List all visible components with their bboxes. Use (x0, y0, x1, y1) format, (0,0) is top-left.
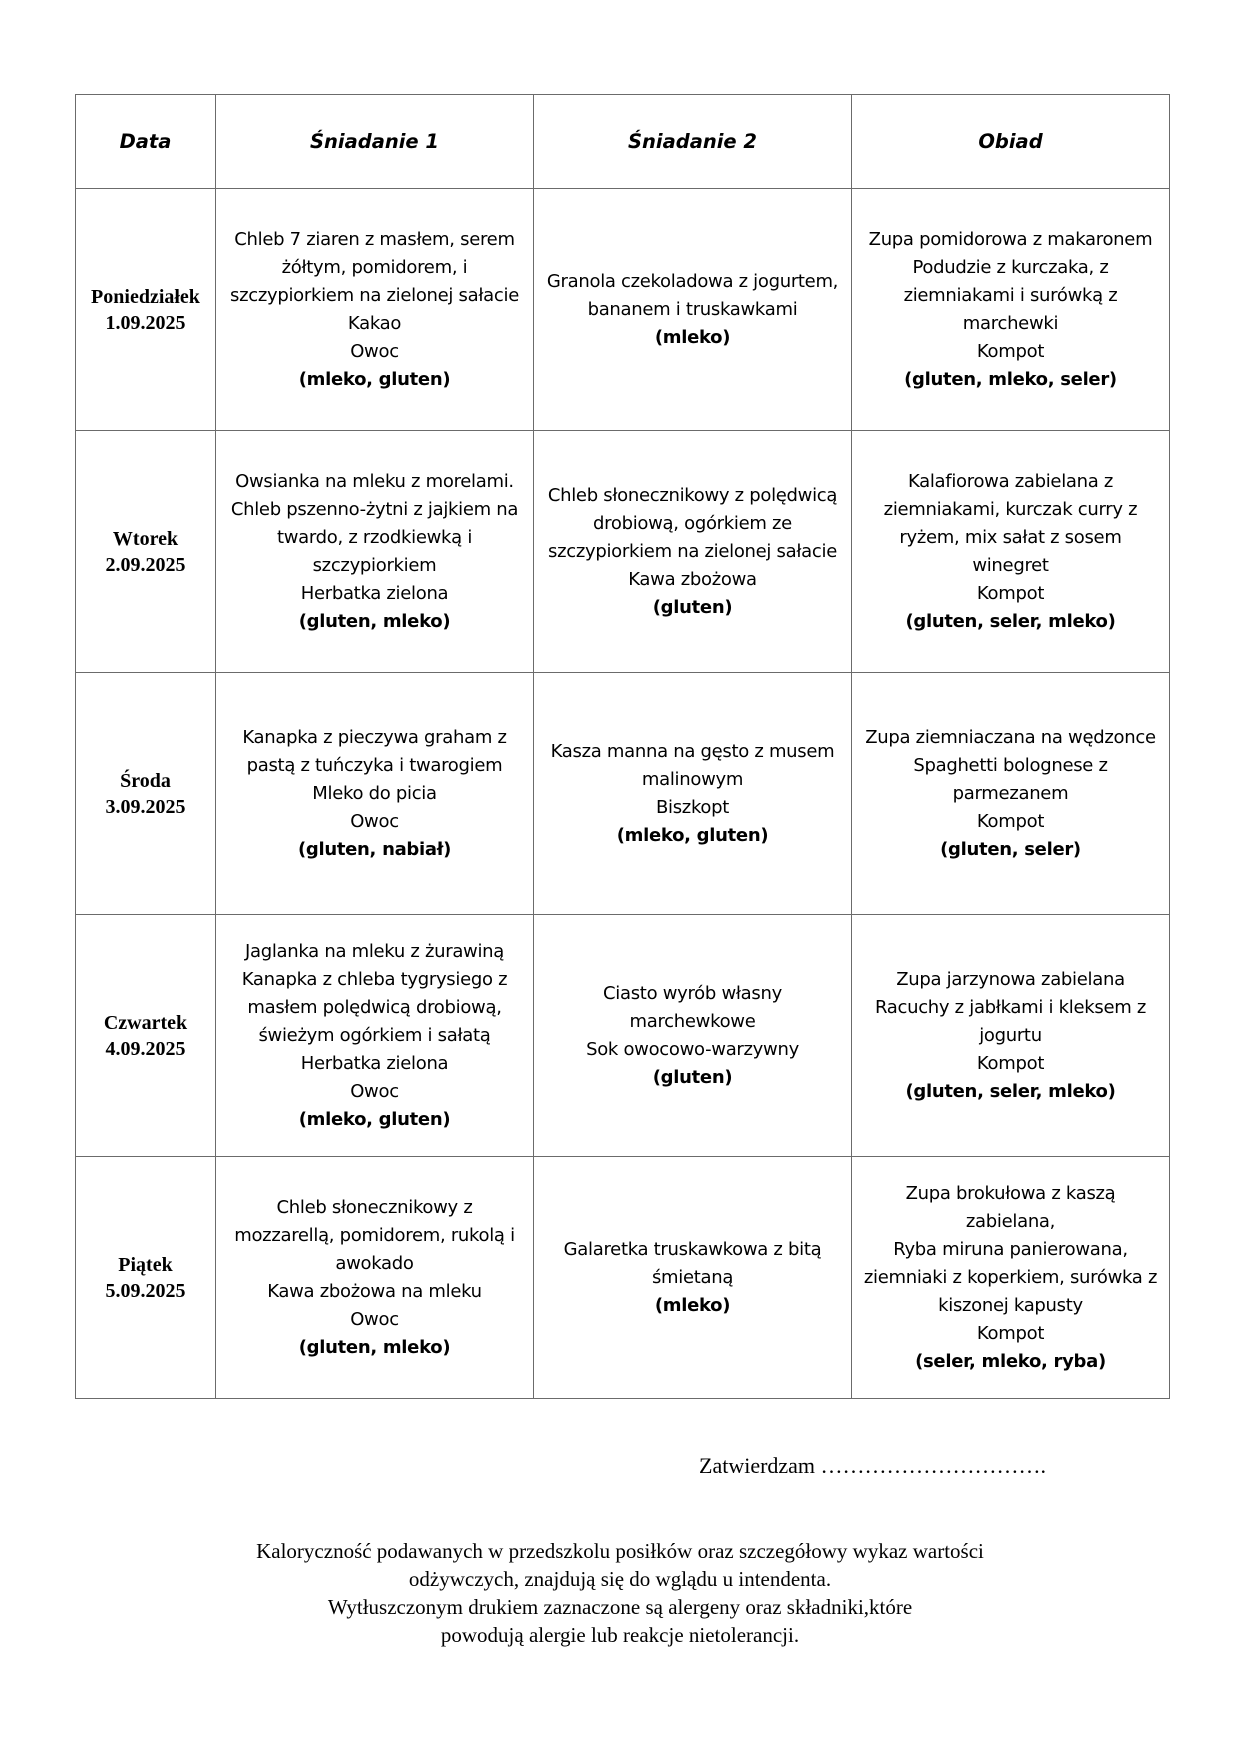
meal-line: Owoc (350, 340, 399, 362)
allergen-list: (gluten, mleko) (298, 610, 451, 632)
meal-line: Kanapka z chleba tygrysiego z (241, 968, 508, 990)
meal-line: winegret (972, 554, 1049, 576)
meal-line: szczypiorkiem na zielonej sałacie (230, 284, 519, 306)
meal-line: Chleb słonecznikowy z polędwicą (547, 484, 838, 506)
breakfast2-cell (534, 431, 852, 673)
breakfast2-cell (534, 1157, 852, 1399)
allergen-list: (gluten, nabiał) (297, 838, 452, 860)
date-cell (76, 431, 216, 673)
meal-line: ziemniaki z koperkiem, surówka z (863, 1266, 1158, 1288)
day-row-friday (76, 1157, 1170, 1399)
day-date: 3.09.2025 (105, 795, 186, 818)
meal-line: Owoc (350, 1308, 399, 1330)
meal-line: Zupa jarzynowa zabielana (896, 968, 1125, 990)
lunch-cell (852, 431, 1170, 673)
meal-line: Ciasto wyrób własny (603, 982, 782, 1004)
meal-line: Jaglanka na mleku z żurawiną (244, 940, 505, 962)
allergen-list: (gluten) (652, 1066, 733, 1088)
allergen-list: (mleko, gluten) (616, 824, 769, 846)
breakfast1-cell (216, 673, 534, 915)
allergen-list: (mleko) (654, 326, 731, 348)
header-breakfast-2: Śniadanie 2 (534, 95, 852, 189)
meal-line: mozzarellą, pomidorem, rukolą i (234, 1224, 515, 1246)
meal-line: Zupa brokułowa z kaszą (905, 1182, 1116, 1204)
meal-line: Chleb pszenno-żytni z jajkiem na (230, 498, 519, 520)
day-date: 1.09.2025 (105, 311, 186, 334)
day-name: Wtorek (112, 527, 179, 550)
breakfast1-cell (216, 189, 534, 431)
meal-line: Kompot (976, 1322, 1045, 1344)
meal-line: marchewki (962, 312, 1059, 334)
footnote-line: Kaloryczność podawanych w przedszkolu posiłków oraz szczegółowy wykaz wartości (256, 1539, 984, 1563)
footnote (160, 1537, 1080, 1649)
meal-line: Owoc (350, 810, 399, 832)
weekly-menu-table (75, 94, 1170, 1399)
allergen-list: (gluten, seler, mleko) (905, 1080, 1116, 1102)
breakfast1-cell (216, 915, 534, 1157)
meal-line: jogurtu (979, 1024, 1042, 1046)
allergen-list: (gluten, seler) (940, 838, 1081, 860)
meal-line: malinowym (641, 768, 744, 790)
meal-line: Kompot (976, 340, 1045, 362)
header-date: Data (76, 95, 216, 189)
allergen-list: (gluten, mleko, seler) (904, 368, 1117, 390)
meal-line: Zupa ziemniaczana na wędzonce (865, 726, 1156, 748)
meal-line: Kakao (347, 312, 402, 334)
meal-line: Kasza manna na gęsto z musem (550, 740, 835, 762)
allergen-list: (gluten, mleko) (298, 1336, 451, 1358)
meal-line: Mleko do picia (312, 782, 437, 804)
meal-line: masłem polędwicą drobiową, (247, 996, 502, 1018)
date-cell (76, 189, 216, 431)
meal-line: Kanapka z pieczywa graham z (242, 726, 507, 748)
meal-line: twardo, z rzodkiewką i (276, 526, 473, 548)
meal-line: Herbatka zielona (300, 582, 449, 604)
approval-line: Zatwierdzam …………………………. (699, 1453, 1047, 1478)
meal-line: świeżym ogórkiem i sałatą (258, 1024, 491, 1046)
date-cell (76, 1157, 216, 1399)
meal-line: Kompot (976, 810, 1045, 832)
breakfast2-cell (534, 915, 852, 1157)
header-lunch: Obiad (852, 95, 1170, 189)
allergen-list: (gluten, seler, mleko) (905, 610, 1116, 632)
lunch-cell (852, 189, 1170, 431)
meal-line: Galaretka truskawkowa z bitą (563, 1238, 822, 1260)
meal-line: Owoc (350, 1080, 399, 1102)
meal-line: śmietaną (651, 1266, 734, 1288)
meal-line: Racuchy z jabłkami i kleksem z (874, 996, 1147, 1018)
day-name: Środa (120, 769, 171, 792)
meal-line: Chleb słonecznikowy z (276, 1196, 473, 1218)
allergen-list: (gluten) (652, 596, 733, 618)
lunch-cell (852, 673, 1170, 915)
meal-line: szczypiorkiem na zielonej sałacie (548, 540, 837, 562)
day-date: 4.09.2025 (105, 1037, 186, 1060)
meal-line: drobiową, ogórkiem ze (593, 512, 792, 534)
allergen-list: (mleko, gluten) (298, 1108, 451, 1130)
breakfast2-cell (534, 673, 852, 915)
meal-line: Kawa zbożowa na mleku (267, 1280, 482, 1302)
meal-line: Podudzie z kurczaka, z (912, 256, 1109, 278)
meal-line: Kawa zbożowa (628, 568, 757, 590)
meal-line: Biszkopt (655, 796, 730, 818)
date-cell (76, 673, 216, 915)
day-row-tuesday (76, 431, 1170, 673)
meal-line: Zupa pomidorowa z makaronem (868, 228, 1153, 250)
day-name: Czwartek (103, 1011, 188, 1034)
day-name: Piątek (118, 1253, 173, 1276)
lunch-cell (852, 915, 1170, 1157)
day-row-monday (76, 189, 1170, 431)
allergen-list: (seler, mleko, ryba) (915, 1350, 1106, 1372)
meal-line: awokado (335, 1252, 414, 1274)
allergen-list: (mleko, gluten) (298, 368, 451, 390)
day-row-thursday (76, 915, 1170, 1157)
meal-line: ziemniakami i surówką z (903, 284, 1118, 306)
footnote-line: Wytłuszczonym drukiem zaznaczone są alergeny oraz składniki,które (327, 1595, 913, 1619)
footnote-line: odżywczych, znajdują się do wglądu u intendenta. (408, 1567, 832, 1591)
meal-line: Sok owocowo-warzywny (586, 1038, 799, 1060)
header-row (76, 95, 1170, 189)
meal-line: Herbatka zielona (300, 1052, 449, 1074)
meal-line: Kalafiorowa zabielana z (907, 470, 1114, 492)
meal-line: żółtym, pomidorem, i (281, 256, 468, 278)
meal-line: Kompot (976, 1052, 1045, 1074)
day-name: Poniedziałek (91, 285, 200, 308)
meal-line: kiszonej kapusty (938, 1294, 1083, 1316)
allergen-list: (mleko) (654, 1294, 731, 1316)
date-cell (76, 915, 216, 1157)
meal-line: Chleb 7 ziaren z masłem, serem (234, 228, 515, 250)
breakfast2-cell (534, 189, 852, 431)
meal-line: pastą z tuńczyka i twarogiem (246, 754, 503, 776)
meal-line: zabielana, (965, 1210, 1056, 1232)
lunch-cell (852, 1157, 1170, 1399)
meal-line: szczypiorkiem (312, 554, 437, 576)
meal-line: ziemniakami, kurczak curry z (883, 498, 1138, 520)
meal-line: Owsianka na mleku z morelami. (235, 470, 514, 492)
meal-line: Kompot (976, 582, 1045, 604)
breakfast1-cell (216, 431, 534, 673)
meal-line: Ryba miruna panierowana, (893, 1238, 1128, 1260)
day-date: 2.09.2025 (105, 553, 186, 576)
breakfast1-cell (216, 1157, 534, 1399)
meal-line: ryżem, mix sałat z sosem (899, 526, 1122, 548)
meal-line: Granola czekoladowa z jogurtem, (546, 270, 839, 292)
meal-line: Spaghetti bolognese z (913, 754, 1108, 776)
meal-line: marchewkowe (629, 1010, 756, 1032)
meal-line: bananem i truskawkami (587, 298, 798, 320)
meal-line: parmezanem (952, 782, 1069, 804)
day-row-wednesday (76, 673, 1170, 915)
footnote-line: powodują alergie lub reakcje nietolerancji. (440, 1623, 800, 1647)
header-breakfast-1: Śniadanie 1 (216, 95, 534, 189)
day-date: 5.09.2025 (105, 1279, 186, 1302)
